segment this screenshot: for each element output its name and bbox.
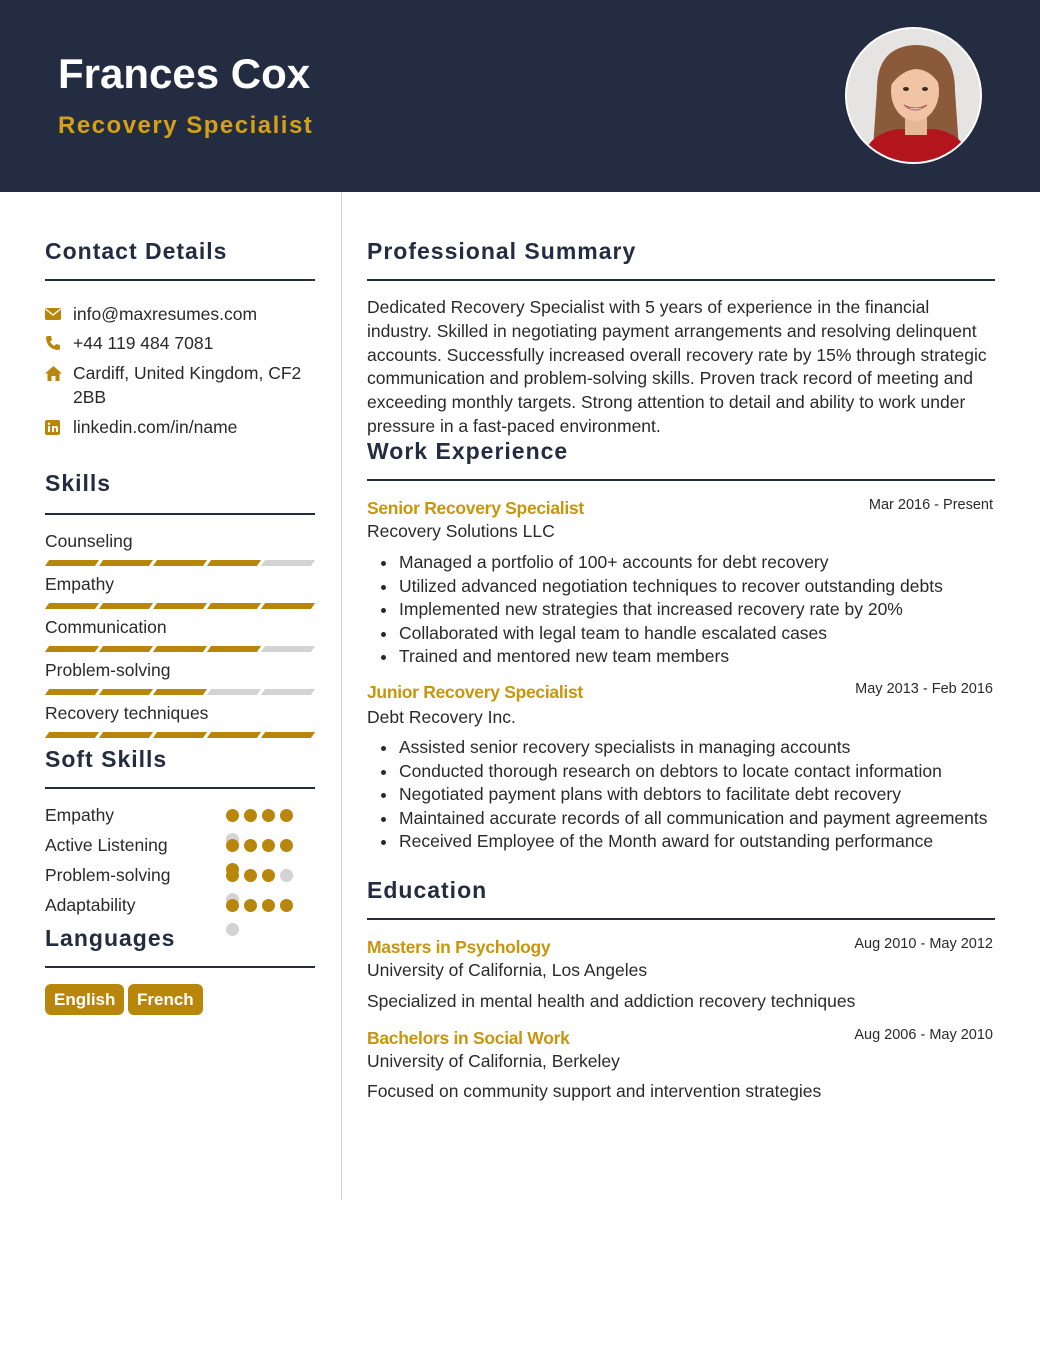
rating-dot xyxy=(262,839,275,852)
skill-name: Problem-solving xyxy=(45,660,171,680)
portrait-photo-icon xyxy=(847,29,982,164)
resume-header xyxy=(0,0,1040,192)
skill-bar xyxy=(47,732,313,738)
skills-heading: Skills xyxy=(45,470,112,496)
education-heading: Education xyxy=(367,877,488,903)
list-item: Maintained accurate records of all communication and payment agreements xyxy=(399,807,995,831)
list-item: Collaborated with legal team to handle escalated cases xyxy=(399,622,995,646)
rating-dot xyxy=(226,869,239,882)
list-item: Conducted thorough research on debtors to locate contact information xyxy=(399,760,995,784)
skill-bar-segment xyxy=(153,603,207,609)
rating-dot xyxy=(226,839,239,852)
contact-phone-text: +44 119 484 7081 xyxy=(73,333,214,353)
rating-dot xyxy=(262,899,275,912)
list-item: Assisted senior recovery specialists in managing accounts xyxy=(399,736,995,760)
skill-bar xyxy=(47,689,313,695)
contact-email-text: info@maxresumes.com xyxy=(73,304,258,324)
skill-bar xyxy=(47,603,313,609)
skill-bar-segment xyxy=(99,689,153,695)
skill-bar-segment xyxy=(207,732,261,738)
soft-skill-name: Adaptability xyxy=(45,895,136,915)
skill-bar-segment xyxy=(261,646,315,652)
rating-dot xyxy=(244,809,257,822)
skill-bar-segment xyxy=(207,603,261,609)
skill-name: Recovery techniques xyxy=(45,703,209,723)
languages-rule xyxy=(45,966,315,968)
skill-bar-segment xyxy=(261,732,315,738)
job-dates: Mar 2016 - Present xyxy=(868,497,993,513)
skill-bar-segment xyxy=(153,560,207,566)
language-tag: French xyxy=(128,984,203,1015)
skill-bar-segment xyxy=(45,603,99,609)
degree-title: Bachelors in Social Work xyxy=(367,1028,570,1048)
rating-dot xyxy=(280,809,293,822)
rating-dot xyxy=(226,809,239,822)
skill-bar-segment xyxy=(45,689,99,695)
contact-address xyxy=(45,361,313,409)
soft-skills-rule xyxy=(45,787,315,789)
education-rule xyxy=(367,918,995,920)
rating-dot xyxy=(280,839,293,852)
skill-bar-segment xyxy=(99,646,153,652)
school-name: University of California, Berkeley xyxy=(367,1051,620,1071)
language-tag: English xyxy=(45,984,124,1015)
contact-rule xyxy=(45,279,315,281)
contact-email[interactable] xyxy=(45,302,313,326)
contact-phone[interactable] xyxy=(45,331,313,355)
job-company: Debt Recovery Inc. xyxy=(367,707,516,727)
soft-skill-name: Active Listening xyxy=(45,835,168,855)
list-item: Received Employee of the Month award for outstanding performance xyxy=(399,830,995,854)
degree-description: Focused on community support and intervention strategies xyxy=(367,1081,822,1101)
skill-bar-segment xyxy=(207,646,261,652)
skill-bar-segment xyxy=(45,732,99,738)
column-divider xyxy=(341,192,342,1200)
candidate-title: Recovery Specialist xyxy=(58,112,314,139)
job-bullets xyxy=(399,736,995,854)
skill-bar-segment xyxy=(99,732,153,738)
list-item: Managed a portfolio of 100+ accounts for debt recovery xyxy=(399,551,995,575)
degree-title: Masters in Psychology xyxy=(367,937,551,957)
job-dates: May 2013 - Feb 2016 xyxy=(855,681,993,697)
skill-name: Communication xyxy=(45,617,167,637)
skill-name: Empathy xyxy=(45,574,115,594)
contact-address-text: Cardiff, United Kingdom, CF2 2BB xyxy=(73,363,302,407)
degree-dates: Aug 2006 - May 2010 xyxy=(854,1027,993,1043)
skill-bar-segment xyxy=(99,603,153,609)
summary-rule xyxy=(367,279,995,281)
skill-bar-segment xyxy=(45,646,99,652)
summary-heading: Professional Summary xyxy=(367,238,637,264)
skill-bar-segment xyxy=(99,560,153,566)
skill-bar-segment xyxy=(207,689,261,695)
skill-bar xyxy=(47,646,313,652)
experience-rule xyxy=(367,479,995,481)
skill-bar-segment xyxy=(261,560,315,566)
skills-rule xyxy=(45,513,315,515)
job-title: Junior Recovery Specialist xyxy=(367,682,583,702)
list-item: Implemented new strategies that increased recovery rate by 20% xyxy=(399,598,995,622)
soft-skills-heading: Soft Skills xyxy=(45,746,168,772)
skill-bar-segment xyxy=(153,732,207,738)
skill-bar-segment xyxy=(153,646,207,652)
profile-photo xyxy=(845,27,982,164)
skill-name: Counseling xyxy=(45,531,133,551)
skill-bar xyxy=(47,560,313,566)
soft-skill-name: Empathy xyxy=(45,805,115,825)
linkedin-icon xyxy=(45,415,73,439)
rating-dot xyxy=(244,899,257,912)
skill-bar-segment xyxy=(153,689,207,695)
rating-dot xyxy=(280,869,293,882)
contact-linkedin[interactable] xyxy=(45,415,313,439)
rating-dot xyxy=(244,869,257,882)
list-item: Utilized advanced negotiation techniques to recover outstanding debts xyxy=(399,575,995,599)
rating-dot xyxy=(244,839,257,852)
degree-description: Specialized in mental health and addiction recovery techniques xyxy=(367,991,856,1011)
rating-dot xyxy=(262,809,275,822)
list-item: Negotiated payment plans with debtors to facilitate debt recovery xyxy=(399,783,995,807)
home-icon xyxy=(45,361,73,385)
degree-dates: Aug 2010 - May 2012 xyxy=(854,936,993,952)
summary-text: Dedicated Recovery Specialist with 5 years of experience in the financial industry. Skilled in negotiating payment arrangements and resolving delinquent accounts. Successfully increased overall recovery rate by 15% through strategic communication and problem-solving skills. Proven track record of meeting and exceeding monthly targets. Strong attention to detail and ability to work under pressure in a fast-paced environment. xyxy=(367,297,987,436)
experience-heading: Work Experience xyxy=(367,438,569,464)
rating-dot xyxy=(262,869,275,882)
contact-heading: Contact Details xyxy=(45,238,228,264)
candidate-name: Frances Cox xyxy=(58,50,311,97)
rating-dot xyxy=(226,923,239,936)
job-bullets xyxy=(399,551,995,669)
skill-bar-segment xyxy=(261,603,315,609)
skill-bar-segment xyxy=(261,689,315,695)
envelope-icon xyxy=(45,302,73,326)
rating-dot xyxy=(280,899,293,912)
list-item: Trained and mentored new team members xyxy=(399,645,995,669)
job-company: Recovery Solutions LLC xyxy=(367,521,555,541)
rating-dot xyxy=(226,899,239,912)
skill-bar-segment xyxy=(45,560,99,566)
phone-icon xyxy=(45,331,73,355)
contact-linkedin-text: linkedin.com/in/name xyxy=(73,417,238,437)
school-name: University of California, Los Angeles xyxy=(367,960,648,980)
soft-skill-name: Problem-solving xyxy=(45,865,171,885)
skill-bar-segment xyxy=(207,560,261,566)
languages-heading: Languages xyxy=(45,925,176,951)
job-title: Senior Recovery Specialist xyxy=(367,498,584,518)
